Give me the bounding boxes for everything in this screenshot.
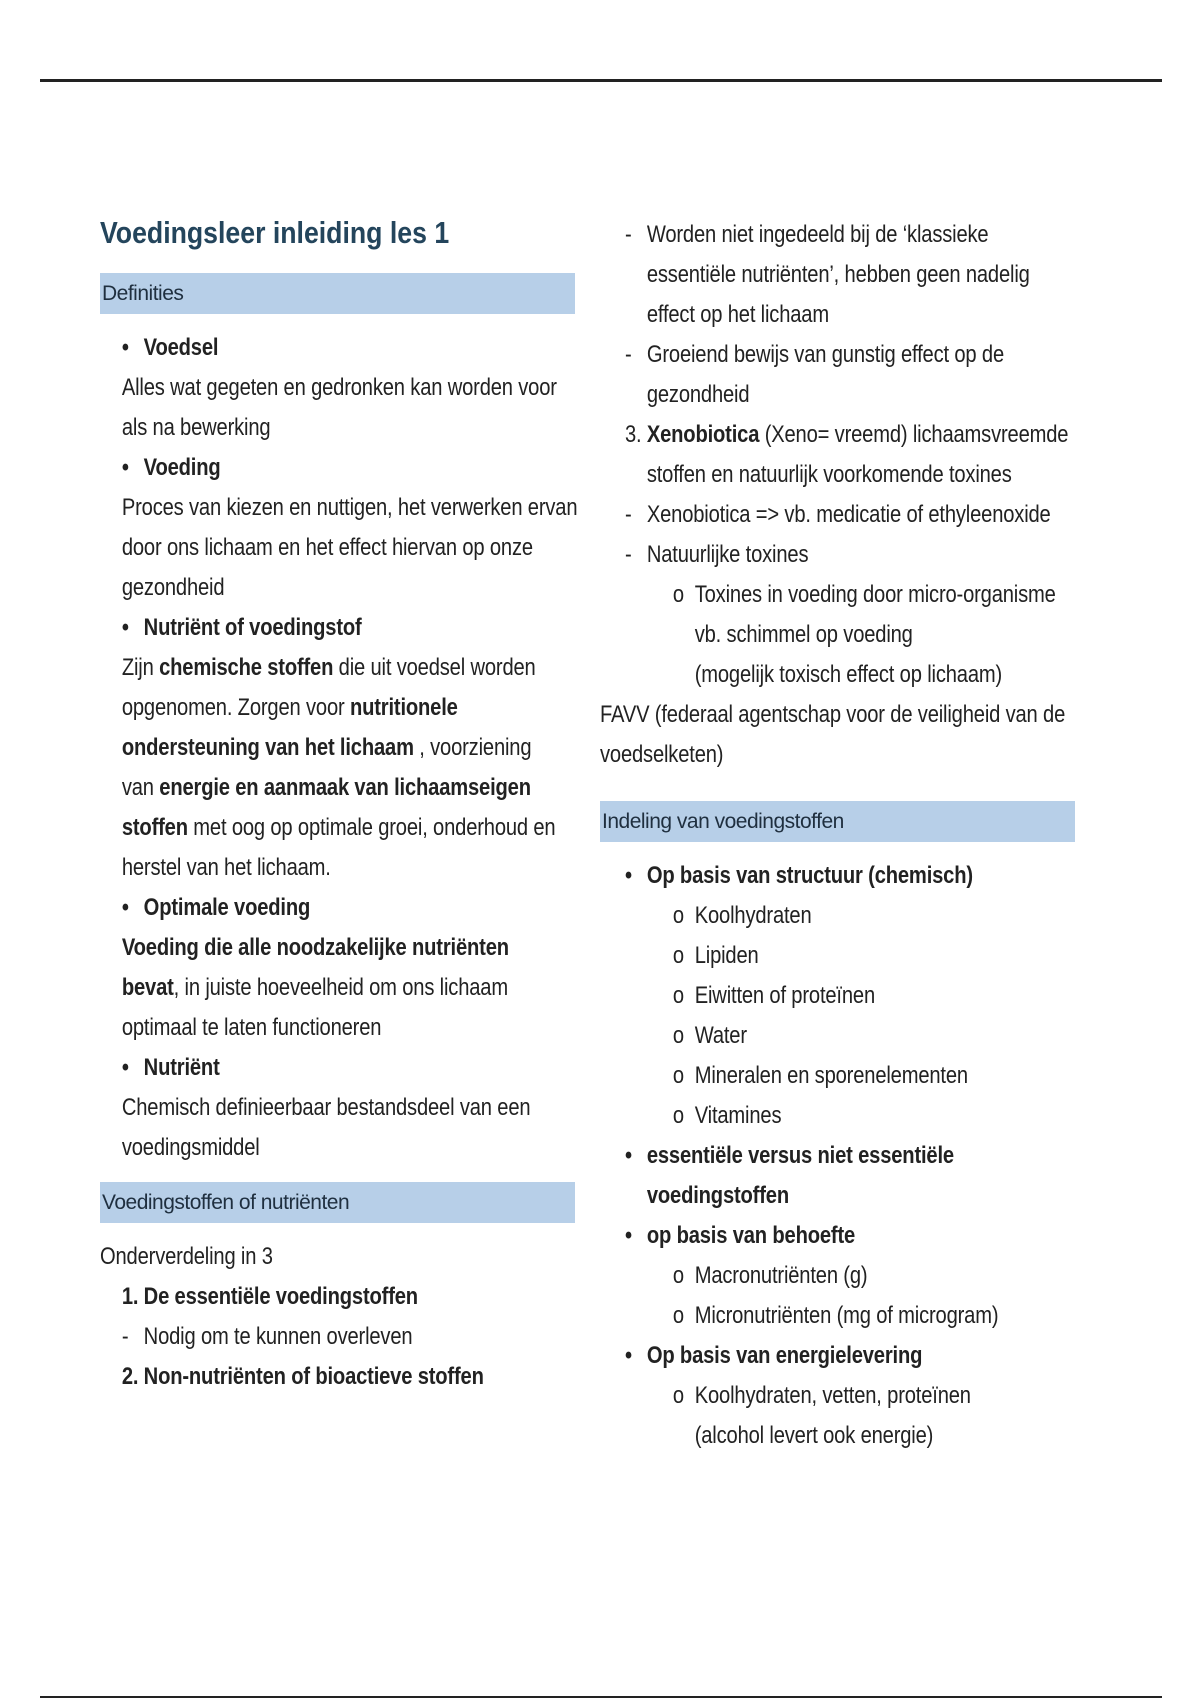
sub-item: o Toxines in voeding door micro-organisme xyxy=(672,581,1056,608)
sub-item-continued: vb. schimmel op voeding xyxy=(694,621,913,648)
numbered-item: 1. De essentiële voedingstoffen xyxy=(121,1283,418,1310)
sub-item: o Vitamines xyxy=(672,1102,782,1129)
sub-item: o Koolhydraten xyxy=(672,902,812,929)
bullet: • xyxy=(121,614,129,641)
sub-item: o Macronutriënten (g) xyxy=(672,1262,868,1289)
favv-text: FAVV (federaal agentschap voor de veiligheid van de xyxy=(600,701,1066,728)
bullet-item-continued: voedingstoffen xyxy=(646,1182,789,1209)
dash-item: - Natuurlijke toxines xyxy=(625,541,809,568)
sub-item: o Eiwitten of proteïnen xyxy=(672,982,875,1009)
dash-item: - Groeiend bewijs van gunstig effect op de xyxy=(625,341,1004,368)
section-heading-definities: Definities xyxy=(100,273,575,314)
top-rule xyxy=(40,79,1162,82)
sub-item-continued: (mogelijk toxisch effect op lichaam) xyxy=(694,661,1003,688)
bullet: • xyxy=(121,894,129,921)
section-heading-indeling: Indeling van voedingstoffen xyxy=(600,801,1075,842)
sub-item: o Mineralen en sporenelementen xyxy=(672,1062,968,1089)
definition-text: stoffen met oog op optimale groei, onderhoud en xyxy=(121,814,556,841)
definition-text: Chemisch definieerbaar bestandsdeel van een xyxy=(121,1094,531,1121)
definition-text: Voeding die alle noodzakelijke nutriënten xyxy=(121,934,509,961)
definition-term: • Nutriënt of voedingstof xyxy=(100,608,503,648)
definition-text: Proces van kiezen en nuttigen, het verwerken ervan xyxy=(121,494,578,521)
definition-text: als na bewerking xyxy=(121,414,271,441)
definition-term: • Voedsel xyxy=(100,328,503,368)
definition-text: van energie en aanmaak van lichaamseigen xyxy=(121,774,531,801)
numbered-item-continued: stoffen en natuurlijk voorkomende toxines xyxy=(646,461,1012,488)
bottom-rule xyxy=(40,1696,1162,1698)
bullet-item: • op basis van behoefte xyxy=(625,1222,856,1249)
bullet: • xyxy=(121,334,129,361)
dash-item-continued: essentiële nutriënten’, hebben geen nadelig xyxy=(646,261,1030,288)
definition-text: ondersteuning van het lichaam , voorziening xyxy=(121,734,532,761)
bullet-item: • Op basis van energielevering xyxy=(625,1342,923,1369)
bullet-item: • Op basis van structuur (chemisch) xyxy=(625,862,973,889)
dash-item-continued: gezondheid xyxy=(646,381,750,408)
favv-text: voedselketen) xyxy=(600,741,724,768)
definition-text: herstel van het lichaam. xyxy=(121,854,331,881)
dash-item: - Nodig om te kunnen overleven xyxy=(121,1323,413,1350)
definition-text: optimaal te laten functioneren xyxy=(121,1014,382,1041)
definition-text: opgenomen. Zorgen voor nutritionele xyxy=(121,694,458,721)
dash-item: - Xenobiotica => vb. medicatie of ethyleenoxide xyxy=(625,501,1051,528)
definition-text: door ons lichaam en het effect hiervan op onze xyxy=(121,534,533,561)
definition-text: Zijn chemische stoffen die uit voedsel worden xyxy=(121,654,536,681)
sub-item: o Lipiden xyxy=(672,942,759,969)
numbered-item: 2. Non-nutriënten of bioactieve stoffen xyxy=(121,1363,484,1390)
dash-item-continued: effect op het lichaam xyxy=(646,301,829,328)
definition-text: Alles wat gegeten en gedronken kan worden voor xyxy=(121,374,557,401)
definition-term: • Nutriënt xyxy=(100,1048,503,1088)
definition-term: • Optimale voeding xyxy=(100,888,503,928)
bullet: • xyxy=(121,1054,129,1081)
bullet: • xyxy=(121,454,129,481)
sub-item: o Water xyxy=(672,1022,747,1049)
section-heading-nutrienten: Voedingstoffen of nutriënten xyxy=(100,1182,575,1223)
sub-item: o Koolhydraten, vetten, proteïnen xyxy=(672,1382,971,1409)
definition-text: gezondheid xyxy=(121,574,225,601)
document-title: Voedingsleer inleiding les 1 xyxy=(100,215,450,250)
definition-term: • Voeding xyxy=(100,448,503,488)
bullet-item: • essentiële versus niet essentiële xyxy=(625,1142,954,1169)
sub-item: o Micronutriënten (mg of microgram) xyxy=(672,1302,999,1329)
numbered-item: 3. Xenobiotica (Xeno= vreemd) lichaamsvreemde xyxy=(625,421,1069,448)
right-column xyxy=(600,215,1105,1456)
sub-item-continued: (alcohol levert ook energie) xyxy=(694,1422,934,1449)
left-column xyxy=(100,205,580,1397)
definition-text: bevat, in juiste hoeveelheid om ons lichaam xyxy=(121,974,508,1001)
dash-item: - Worden niet ingedeeld bij de ‘klassieke xyxy=(625,221,989,248)
intro-text: Onderverdeling in 3 xyxy=(100,1243,273,1270)
definition-text: voedingsmiddel xyxy=(121,1134,260,1161)
